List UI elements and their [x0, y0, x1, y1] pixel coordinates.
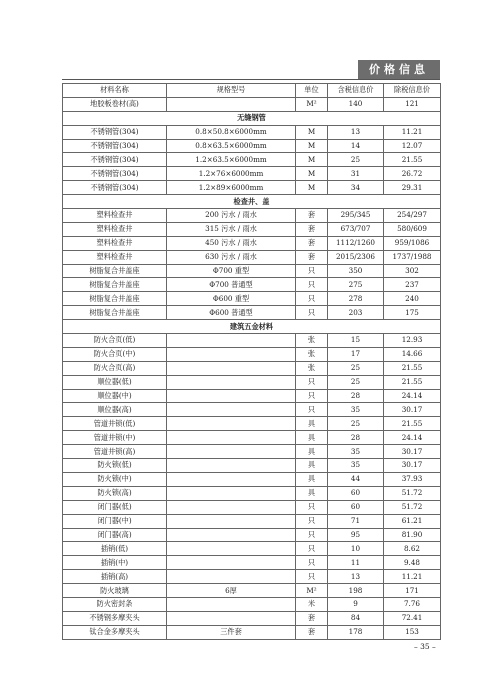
cell-notax: 12.07	[384, 139, 441, 153]
cell-unit: 具	[296, 445, 328, 459]
cell-name: 插销(中)	[63, 556, 167, 570]
cell-spec	[167, 528, 296, 542]
cell-name: 不锈钢管(304)	[63, 181, 167, 195]
cell-unit: 只	[296, 375, 328, 389]
cell-notax: 237	[384, 278, 441, 292]
section-row	[63, 320, 441, 334]
cell-notax: 29.31	[384, 181, 441, 195]
table-row	[63, 486, 441, 500]
cell-notax: 175	[384, 306, 441, 320]
cell-name: 不锈钢管(304)	[63, 153, 167, 167]
cell-name: 插销(高)	[63, 570, 167, 584]
cell-notax: 51.72	[384, 500, 441, 514]
cell-spec: 6厚	[167, 584, 296, 598]
cell-notax: 51.72	[384, 486, 441, 500]
cell-tax: 2015/2306	[328, 250, 384, 264]
price-table	[62, 83, 441, 640]
cell-spec	[167, 556, 296, 570]
cell-tax: 44	[328, 472, 384, 486]
table-row	[63, 528, 441, 542]
cell-name: 地胶板卷材(高)	[63, 97, 167, 111]
table-row	[63, 625, 441, 639]
cell-spec: 315 污水 / 雨水	[167, 222, 296, 236]
table-row	[63, 584, 441, 598]
cell-notax: 24.14	[384, 431, 441, 445]
cell-name: 塑料检查井	[63, 236, 167, 250]
cell-tax: 13	[328, 570, 384, 584]
cell-tax: 350	[328, 264, 384, 278]
cell-tax: 295/345	[328, 209, 384, 223]
cell-spec: 450 污水 / 雨水	[167, 236, 296, 250]
header-rule	[62, 79, 440, 80]
cell-tax: 11	[328, 556, 384, 570]
cell-tax: 60	[328, 500, 384, 514]
section-title: 价格信息	[358, 60, 440, 79]
cell-name: 闭门器(低)	[63, 500, 167, 514]
cell-tax: 178	[328, 625, 384, 639]
cell-unit: 具	[296, 459, 328, 473]
cell-spec	[167, 514, 296, 528]
cell-spec	[167, 542, 296, 556]
cell-tax: 34	[328, 181, 384, 195]
cell-tax: 10	[328, 542, 384, 556]
cell-notax: 171	[384, 584, 441, 598]
table-row	[63, 181, 441, 195]
cell-spec	[167, 500, 296, 514]
cell-tax: 35	[328, 445, 384, 459]
cell-spec: 200 污水 / 雨水	[167, 209, 296, 223]
cell-unit: 只	[296, 528, 328, 542]
cell-spec: 1.2×63.5×6000mm	[167, 153, 296, 167]
cell-spec	[167, 417, 296, 431]
cell-spec: Φ700 普通型	[167, 278, 296, 292]
cell-spec: Φ600 普通型	[167, 306, 296, 320]
cell-name: 钛合金多摩夹头	[63, 625, 167, 639]
cell-tax: 198	[328, 584, 384, 598]
cell-tax: 673/707	[328, 222, 384, 236]
cell-notax: 24.14	[384, 389, 441, 403]
cell-spec	[167, 472, 296, 486]
cell-unit: 只	[296, 514, 328, 528]
cell-notax: 1737/1988	[384, 250, 441, 264]
cell-notax: 30.17	[384, 445, 441, 459]
column-header: 除税信息价	[384, 84, 441, 98]
cell-unit: 只	[296, 292, 328, 306]
cell-notax: 26.72	[384, 167, 441, 181]
cell-spec: 1.2×76×6000mm	[167, 167, 296, 181]
cell-name: 防火密封条	[63, 597, 167, 611]
cell-spec	[167, 459, 296, 473]
cell-spec	[167, 611, 296, 625]
table-row	[63, 334, 441, 348]
cell-tax: 17	[328, 347, 384, 361]
cell-name: 闭门器(中)	[63, 514, 167, 528]
cell-name: 塑料检查井	[63, 209, 167, 223]
cell-name: 防火锁(低)	[63, 459, 167, 473]
cell-name: 顺位器(低)	[63, 375, 167, 389]
cell-tax: 84	[328, 611, 384, 625]
cell-name: 不锈钢多摩夹头	[63, 611, 167, 625]
cell-notax: 9.48	[384, 556, 441, 570]
table-row	[63, 209, 441, 223]
cell-notax: 61.21	[384, 514, 441, 528]
cell-name: 不锈钢管(304)	[63, 125, 167, 139]
cell-notax: 7.76	[384, 597, 441, 611]
table-row	[63, 361, 441, 375]
cell-unit: 米	[296, 597, 328, 611]
table-row	[63, 500, 441, 514]
table-row	[63, 403, 441, 417]
cell-spec: 三件套	[167, 625, 296, 639]
table-row	[63, 570, 441, 584]
section-heading: 检查井、盖	[63, 195, 441, 209]
cell-notax: 8.62	[384, 542, 441, 556]
table-row	[63, 389, 441, 403]
table-row	[63, 514, 441, 528]
cell-unit: M	[296, 181, 328, 195]
cell-unit: 具	[296, 486, 328, 500]
cell-tax: 9	[328, 597, 384, 611]
cell-spec: Φ700 重型	[167, 264, 296, 278]
table-row	[63, 153, 441, 167]
cell-tax: 140	[328, 97, 384, 111]
cell-tax: 25	[328, 361, 384, 375]
cell-tax: 35	[328, 403, 384, 417]
cell-notax: 153	[384, 625, 441, 639]
cell-unit: 张	[296, 361, 328, 375]
cell-notax: 14.66	[384, 347, 441, 361]
cell-name: 树脂复合井盖座	[63, 278, 167, 292]
table-row	[63, 306, 441, 320]
table-row	[63, 97, 441, 111]
table-row	[63, 278, 441, 292]
cell-spec	[167, 570, 296, 584]
cell-tax: 275	[328, 278, 384, 292]
cell-unit: M²	[296, 584, 328, 598]
cell-name: 塑料检查井	[63, 222, 167, 236]
cell-tax: 95	[328, 528, 384, 542]
table-body	[63, 97, 441, 639]
cell-name: 不锈钢管(304)	[63, 139, 167, 153]
cell-unit: M²	[296, 97, 328, 111]
table-row	[63, 445, 441, 459]
cell-spec	[167, 445, 296, 459]
cell-tax: 25	[328, 153, 384, 167]
table-row	[63, 472, 441, 486]
section-heading: 建筑五金材料	[63, 320, 441, 334]
cell-unit: M	[296, 125, 328, 139]
table-row	[63, 542, 441, 556]
cell-name: 树脂复合井盖座	[63, 292, 167, 306]
table-row	[63, 431, 441, 445]
cell-notax: 11.21	[384, 125, 441, 139]
cell-name: 树脂复合井盖座	[63, 264, 167, 278]
cell-unit: 套	[296, 625, 328, 639]
cell-unit: 只	[296, 403, 328, 417]
cell-name: 防火合页(中)	[63, 347, 167, 361]
table-row	[63, 264, 441, 278]
cell-spec	[167, 97, 296, 111]
cell-name: 树脂复合井盖座	[63, 306, 167, 320]
cell-notax: 12.93	[384, 334, 441, 348]
cell-name: 防火合页(低)	[63, 334, 167, 348]
cell-unit: 套	[296, 209, 328, 223]
table-row	[63, 222, 441, 236]
cell-unit: M	[296, 167, 328, 181]
cell-spec: 630 污水 / 雨水	[167, 250, 296, 264]
table-row	[63, 347, 441, 361]
cell-unit: 套	[296, 250, 328, 264]
table-row	[63, 125, 441, 139]
cell-notax: 30.17	[384, 459, 441, 473]
cell-unit: 只	[296, 500, 328, 514]
cell-notax: 959/1086	[384, 236, 441, 250]
cell-tax: 35	[328, 459, 384, 473]
table-row	[63, 167, 441, 181]
cell-spec	[167, 389, 296, 403]
cell-spec	[167, 347, 296, 361]
cell-unit: 具	[296, 472, 328, 486]
column-header: 规格型号	[167, 84, 296, 98]
cell-tax: 60	[328, 486, 384, 500]
cell-unit: M	[296, 153, 328, 167]
cell-notax: 240	[384, 292, 441, 306]
cell-spec: 1.2×89×6000mm	[167, 181, 296, 195]
table-row	[63, 375, 441, 389]
cell-tax: 28	[328, 431, 384, 445]
cell-unit: 只	[296, 556, 328, 570]
cell-tax: 203	[328, 306, 384, 320]
table-row	[63, 597, 441, 611]
cell-tax: 25	[328, 375, 384, 389]
section-row	[63, 111, 441, 125]
cell-spec	[167, 334, 296, 348]
cell-notax: 121	[384, 97, 441, 111]
cell-notax: 302	[384, 264, 441, 278]
cell-name: 插销(低)	[63, 542, 167, 556]
cell-name: 塑料检查井	[63, 250, 167, 264]
cell-tax: 278	[328, 292, 384, 306]
cell-unit: M	[296, 139, 328, 153]
cell-name: 防火锁(高)	[63, 486, 167, 500]
cell-name: 防火玻璃	[63, 584, 167, 598]
cell-tax: 31	[328, 167, 384, 181]
cell-spec: 0.8×63.5×6000mm	[167, 139, 296, 153]
table-row	[63, 250, 441, 264]
table-header-row	[63, 84, 441, 98]
table-row	[63, 292, 441, 306]
cell-tax: 15	[328, 334, 384, 348]
cell-notax: 37.93	[384, 472, 441, 486]
cell-spec	[167, 361, 296, 375]
cell-name: 顺位器(中)	[63, 389, 167, 403]
table-row	[63, 556, 441, 570]
cell-notax: 30.17	[384, 403, 441, 417]
cell-unit: 张	[296, 347, 328, 361]
cell-name: 闭门器(高)	[63, 528, 167, 542]
cell-notax: 11.21	[384, 570, 441, 584]
cell-unit: 只	[296, 306, 328, 320]
cell-notax: 580/609	[384, 222, 441, 236]
cell-spec: 0.8×50.8×6000mm	[167, 125, 296, 139]
cell-notax: 81.90	[384, 528, 441, 542]
column-header: 材料名称	[63, 84, 167, 98]
cell-notax: 254/297	[384, 209, 441, 223]
cell-spec	[167, 486, 296, 500]
cell-unit: 套	[296, 222, 328, 236]
table-row	[63, 417, 441, 431]
cell-name: 不锈钢管(304)	[63, 167, 167, 181]
column-header: 含税信息价	[328, 84, 384, 98]
cell-unit: 只	[296, 389, 328, 403]
cell-unit: 具	[296, 417, 328, 431]
cell-notax: 21.55	[384, 417, 441, 431]
cell-tax: 1112/1260	[328, 236, 384, 250]
cell-unit: 只	[296, 264, 328, 278]
table-row	[63, 236, 441, 250]
cell-name: 防火合页(高)	[63, 361, 167, 375]
cell-notax: 72.41	[384, 611, 441, 625]
table-row	[63, 139, 441, 153]
cell-name: 防火锁(中)	[63, 472, 167, 486]
cell-unit: 张	[296, 334, 328, 348]
cell-notax: 21.55	[384, 375, 441, 389]
cell-spec: Φ600 重型	[167, 292, 296, 306]
section-row	[63, 195, 441, 209]
cell-tax: 25	[328, 417, 384, 431]
table-row	[63, 459, 441, 473]
cell-tax: 13	[328, 125, 384, 139]
cell-name: 管道井锁(低)	[63, 417, 167, 431]
cell-notax: 21.55	[384, 153, 441, 167]
cell-unit: 只	[296, 278, 328, 292]
cell-name: 管道井锁(高)	[63, 445, 167, 459]
cell-tax: 28	[328, 389, 384, 403]
table-row	[63, 611, 441, 625]
cell-tax: 14	[328, 139, 384, 153]
cell-spec	[167, 431, 296, 445]
page-number: – 35 –	[414, 642, 436, 651]
cell-unit: 套	[296, 611, 328, 625]
cell-tax: 71	[328, 514, 384, 528]
cell-notax: 21.55	[384, 361, 441, 375]
cell-unit: 套	[296, 236, 328, 250]
cell-name: 管道井锁(中)	[63, 431, 167, 445]
cell-unit: 只	[296, 542, 328, 556]
cell-unit: 具	[296, 431, 328, 445]
section-heading: 无缝钢管	[63, 111, 441, 125]
cell-spec	[167, 375, 296, 389]
cell-unit: 只	[296, 570, 328, 584]
cell-name: 顺位器(高)	[63, 403, 167, 417]
cell-spec	[167, 597, 296, 611]
column-header: 单位	[296, 84, 328, 98]
cell-spec	[167, 403, 296, 417]
